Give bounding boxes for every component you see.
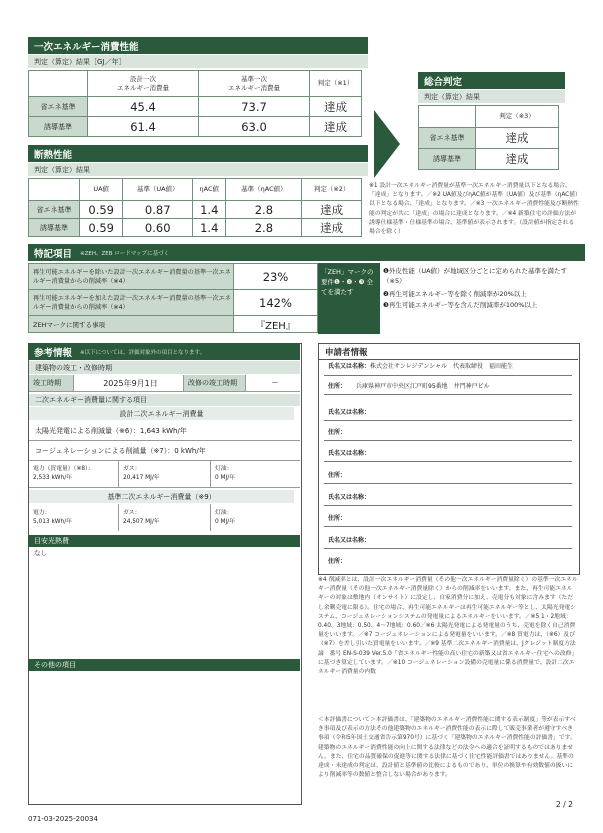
col-ua-standard: 基準（UA値） bbox=[123, 179, 193, 201]
overall-subtitle: 判定（算定）結果 bbox=[418, 90, 565, 103]
insulation-title: 断熱性能 bbox=[34, 149, 73, 161]
reduction-excl-value: 23% bbox=[234, 264, 318, 290]
ua-value: 0.59 bbox=[80, 219, 123, 237]
standard-value: 63.0 bbox=[199, 117, 310, 137]
row-label: 誘導基準 bbox=[29, 219, 80, 237]
primary-energy-header bbox=[28, 37, 368, 54]
special-header bbox=[28, 244, 585, 261]
ua-value: 0.59 bbox=[80, 201, 123, 219]
name-label: 氏名又は名称： bbox=[328, 450, 371, 457]
reduction-incl-value: 142% bbox=[234, 290, 318, 316]
design-kerosene: 灯油： 0 MJ/年 bbox=[215, 466, 235, 481]
col-judge: 判定（※3） bbox=[476, 106, 559, 128]
eta-value: 1.4 bbox=[193, 201, 226, 219]
special-title-note: ※ZEH、ZEB ロードマップに基づく bbox=[80, 250, 170, 257]
arrow-icon bbox=[374, 110, 400, 178]
completion-label: 竣工時期 bbox=[29, 375, 74, 391]
design-electricity: 電力（買電量）（※8）： 2,533 kWh/年 bbox=[29, 461, 119, 487]
row-label: 省エネ基準 bbox=[29, 97, 88, 117]
applicant-title: 申請者情報 bbox=[325, 347, 368, 358]
address-value: 兵庫県神戸市中央区江戸町95番地 井門神戸ビル bbox=[356, 383, 490, 390]
cogeneration-reduction: コージェネレーションによる削減量（※7）：0 kWh/年 bbox=[35, 446, 206, 455]
zeh-mark-value: 『ZEH』 bbox=[234, 316, 318, 333]
insulation-subtitle: 判定（算定）結果 bbox=[28, 163, 368, 176]
divider bbox=[324, 483, 572, 484]
renovation-value: ー bbox=[271, 379, 279, 387]
special-title: 特記項目 bbox=[34, 248, 73, 260]
cogeneration-row bbox=[29, 441, 300, 461]
applicant-header bbox=[319, 344, 578, 360]
design-secondary-header: 設計二次エネルギー消費量 bbox=[29, 407, 294, 420]
ua-standard-value: 0.87 bbox=[123, 201, 193, 219]
standard-value: 73.7 bbox=[199, 97, 310, 117]
special-table bbox=[28, 263, 318, 333]
judge-value: 達成 bbox=[310, 117, 362, 137]
reference-title: 参考情報 bbox=[34, 347, 73, 359]
document-id: 071-03-2025-20034 bbox=[28, 815, 98, 823]
col-judge: 判定（※2） bbox=[302, 179, 362, 201]
row-label: 誘導基準 bbox=[29, 117, 88, 137]
name-label: 氏名又は名称： bbox=[328, 494, 371, 501]
reduction-incl-label: 再生可能エネルギーを加えた設計一次エネルギー消費量の基準一次エネルギー消費量からの削減率（※4） bbox=[29, 290, 234, 316]
heat-cost-value: なし bbox=[34, 549, 47, 557]
eta-standard-value: 2.8 bbox=[226, 201, 302, 219]
standard-electricity: 電力： 5,013 kWh/年 bbox=[29, 504, 119, 531]
reduction-excl-label: 再生可能エネルギーを除いた設計一次エネルギー消費量の基準一次エネルギー消費量からの削減率（※4） bbox=[29, 264, 234, 290]
reference-header bbox=[28, 343, 300, 360]
ua-standard-value: 0.60 bbox=[123, 219, 193, 237]
judge-value: 達成 bbox=[302, 201, 362, 219]
divider bbox=[324, 440, 572, 441]
zeh-requirement-3: ❸再生可能エネルギー等を含んだ削減率が100%以上 bbox=[383, 301, 538, 309]
judge-value: 達成 bbox=[310, 97, 362, 117]
divider bbox=[324, 505, 572, 506]
row-label: 省エネ基準 bbox=[419, 128, 476, 149]
divider bbox=[324, 420, 572, 421]
insulation-header bbox=[28, 145, 368, 162]
reference-title-note: ※以下については、評価対象外の項目となります。 bbox=[80, 349, 206, 356]
judge-value: 達成 bbox=[476, 149, 559, 170]
zeh-mark-label: ZEHマークに関する事項 bbox=[29, 316, 234, 333]
renovation-label: 改修の竣工時期 bbox=[184, 375, 246, 391]
address-label: 住所： bbox=[328, 472, 347, 479]
design-gas: ガス： 20,417 MJ/年 bbox=[119, 461, 211, 487]
name-value: 株式会社サンレジデンシャル 代表取締役 福田能生 bbox=[370, 363, 514, 370]
insulation-table bbox=[28, 178, 362, 237]
divider bbox=[324, 548, 572, 549]
address-label: 住所： bbox=[328, 558, 347, 565]
design-values-row bbox=[29, 461, 300, 488]
completion-subheader: 建築物の竣工・改修時期 bbox=[29, 361, 300, 374]
overall-table bbox=[418, 105, 559, 170]
standard-gas: ガス： 24,507 MJ/年 bbox=[119, 504, 211, 531]
notes-top: ※1 設計一次エネルギー消費量が基準一次エネルギー消費量以下となる場合、「達成」となります。／※2 UA値及びηAC値が基準（UA値）及び基準（ηAC値）以下となる場合、「達成」となります。／※3 一次エネルギー消費性能及び断熱性能の判定が共に「達成」の場合に達成となります。／※4 新築住宅の評価方法が誘導仕様基準・仕様基準の場合、基準値が表示されます。（設計値が指定される場合を除く） bbox=[369, 183, 579, 236]
notes-bottom: ※4 削減率とは、設計一次エネルギー消費量（その他一次エネルギー消費量除く）の基準一次エネルギー消費量（その他一次エネルギー消費量除く）からの削減率をいいます。また、再生可能エネルギーの対象は敷地内（オンサイト）に設定し、自家消費分に加え、売電分も対象に含みます（ただし余剰売電に限る）。住宅の場合、再生可能エネルギーは再生可能エネルギー等とし、太陽光発電システム、コージェネレーションシステムの発電量によるエネルギーをいいます。／※5 1・2地域：0.40、3地域：0.50、4〜7地域：0.60／※6 太陽光発電による発電量のうち、売電を除く自己消費量をいいます。／※7 コージェネレーションによる発電量をいいます。／※8 買電力は、（※6）及び（※7）を差し引いた買電量をいいます。／※9 基準二次エネルギー消費量は、Jクレジット制度方法論 番号 EN-S-039 Ver.5.0「省エネルギー性能の高い住宅の新築又は省エネルギー住宅への改修」に基づき算定しています。／※10 コージェネレーション設備の売電量に係る消費量で、設計二次エネルギー消費量の内数 bbox=[318, 577, 578, 676]
address-label: 住所： bbox=[328, 429, 347, 436]
col-eta-standard: 基準（ηAC値） bbox=[226, 179, 302, 201]
name-label: 氏名又は名称： bbox=[328, 363, 371, 370]
standard-kerosene: 灯油： 0 MJ/年 bbox=[215, 509, 235, 525]
divider bbox=[324, 461, 572, 462]
address-label: 住所： bbox=[328, 515, 347, 522]
design-value: 45.4 bbox=[88, 97, 199, 117]
primary-energy-subtitle: 判定（算定）結果［GJ／年］ bbox=[28, 55, 368, 68]
notes-bookmark: ＜本評価書について＞本評価書は、「建築物のエネルギー消費性能に関する表示制度」等が表示すべき事項及び表示の方法その他建築物のエネルギー消費性能の表示に際して販売事業者が遵守すべき事項（令和5年国土交通省告示第970号）に基づく「建築物のエネルギー消費性能の評価書」です。建築物のエネルギー消費性能の向上に関する法律などの法令への適合を証明するものではありません。また、住宅の品質確保の促進等に関する法律に基づく住宅性能評価書ではありません。基準の達成・未達成の判定は、設計値と基準値の比較によるものであり、単位の換算や有効数値の扱いにより削減率等の数値と整合しない場合があります。 bbox=[318, 717, 576, 779]
zeh-requirement-2: ❷再生可能エネルギー等を除く削減率が20%以上 bbox=[383, 290, 527, 298]
completion-value: 2025年9月1日 bbox=[74, 375, 184, 391]
standard-values-row bbox=[29, 504, 300, 531]
solar-reduction: 太陽光発電による削減量（※6）：1,643 kWh/年 bbox=[35, 426, 187, 435]
divider bbox=[324, 526, 572, 527]
zeh-requirement-label: 「ZEH」マークの要件❶・❷・❸ 全てを満たす bbox=[318, 263, 380, 334]
heat-cost-header bbox=[28, 535, 300, 547]
name-label: 氏名又は名称： bbox=[328, 537, 371, 544]
completion-row bbox=[29, 375, 300, 392]
other-title: その他の項目 bbox=[34, 661, 76, 669]
divider bbox=[324, 394, 572, 395]
secondary-subheader: 二次エネルギー消費量に関する項目 bbox=[29, 394, 300, 406]
page-number: 2 / 2 bbox=[556, 800, 573, 809]
overall-header bbox=[418, 72, 565, 89]
eta-value: 1.4 bbox=[193, 219, 226, 237]
col-ua: UA値 bbox=[80, 179, 123, 201]
col-standard: 基準一次 エネルギー消費量 bbox=[199, 71, 310, 97]
standard-secondary-header: 基準二次エネルギー消費量（※9） bbox=[29, 490, 294, 503]
divider bbox=[324, 375, 572, 376]
col-design: 設計一次 エネルギー消費量 bbox=[88, 71, 199, 97]
design-value: 61.4 bbox=[88, 117, 199, 137]
primary-energy-title: 一次エネルギー消費性能 bbox=[34, 41, 139, 53]
address-label: 住所： bbox=[328, 383, 347, 390]
zeh-requirement-1: ❶外皮性能（UA値）が地域区分ごとに定められた基準を満たす（※5） bbox=[383, 267, 568, 285]
other-header bbox=[28, 659, 300, 671]
judge-value: 達成 bbox=[302, 219, 362, 237]
col-judge: 判定（※1） bbox=[310, 71, 362, 97]
overall-title: 総合判定 bbox=[424, 76, 463, 88]
primary-energy-table bbox=[28, 70, 362, 137]
name-label: 氏名又は名称： bbox=[328, 409, 371, 416]
solar-row bbox=[29, 421, 300, 441]
col-eta: ηAC値 bbox=[193, 179, 226, 201]
eta-standard-value: 2.8 bbox=[226, 219, 302, 237]
row-label: 省エネ基準 bbox=[29, 201, 80, 219]
heat-cost-title: 目安光熱費 bbox=[34, 537, 69, 545]
row-label: 誘導基準 bbox=[419, 149, 476, 170]
judge-value: 達成 bbox=[476, 128, 559, 149]
